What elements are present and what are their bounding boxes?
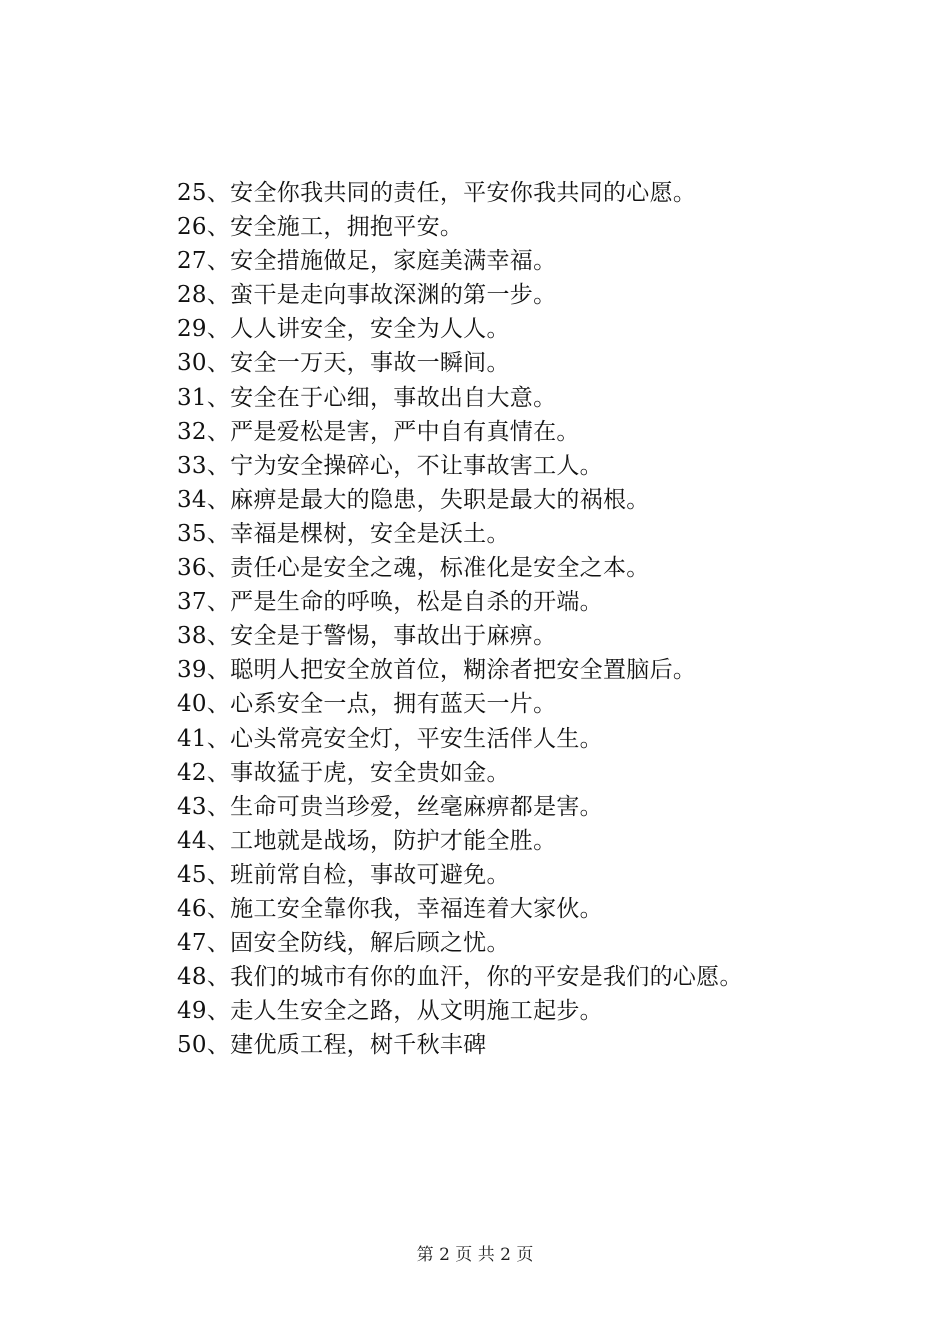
slogan-26: 26、安全施工，拥抱平安。	[177, 214, 464, 241]
slogan-46: 46、施工安全靠你我，幸福连着大家伙。	[177, 895, 603, 922]
slogan-38: 38、安全是于警惕，事故出于麻痹。	[177, 623, 557, 650]
slogan-49: 49、走人生安全之路，从文明施工起步。	[177, 998, 603, 1025]
page-footer	[0, 1243, 950, 1267]
slogan-31: 31、安全在于心细，事故出自大意。	[177, 384, 557, 411]
slogan-32: 32、严是爱松是害，严中自有真情在。	[177, 418, 580, 445]
slogan-27: 27、安全措施做足，家庭美满幸福。	[177, 248, 557, 275]
slogan-25: 25、安全你我共同的责任，平安你我共同的心愿。	[177, 180, 697, 206]
slogan-37: 37、严是生命的呼唤，松是自杀的开端。	[177, 589, 603, 616]
slogan-40: 40、心系安全一点，拥有蓝天一片。	[177, 691, 557, 718]
slogan-41: 41、心头常亮安全灯，平安生活伴人生。	[177, 725, 603, 752]
slogan-29: 29、人人讲安全，安全为人人。	[177, 316, 510, 343]
slogan-43: 43、生命可贵当珍爱，丝毫麻痹都是害。	[177, 793, 603, 820]
slogan-36: 36、责任心是安全之魂，标准化是安全之本。	[177, 555, 650, 582]
slogan-45: 45、班前常自检，事故可避免。	[177, 861, 510, 888]
slogan-33: 33、宁为安全操碎心，不让事故害工人。	[177, 452, 603, 479]
page-number-text: 第 2 页 共 2 页	[416, 1245, 534, 1265]
slogan-47: 47、固安全防线，解后顾之忧。	[177, 930, 510, 957]
slogan-34: 34、麻痹是最大的隐患，失职是最大的祸根。	[177, 486, 650, 513]
slogan-39: 39、聪明人把安全放首位，糊涂者把安全置脑后。	[177, 657, 697, 684]
slogan-48: 48、我们的城市有你的血汗，你的平安是我们的心愿。	[177, 964, 743, 991]
slogan-30: 30、安全一万天，事故一瞬间。	[177, 350, 510, 377]
slogan-35: 35、幸福是棵树，安全是沃土。	[177, 520, 510, 547]
slogan-42: 42、事故猛于虎，安全贵如金。	[177, 759, 510, 786]
slogan-28: 28、蛮干是走向事故深渊的第一步。	[177, 282, 557, 309]
slogan-44: 44、工地就是战场，防护才能全胜。	[177, 827, 557, 854]
slogan-50: 50、建优质工程，树千秋丰碑	[177, 1032, 487, 1059]
slogan-list	[177, 176, 743, 1062]
